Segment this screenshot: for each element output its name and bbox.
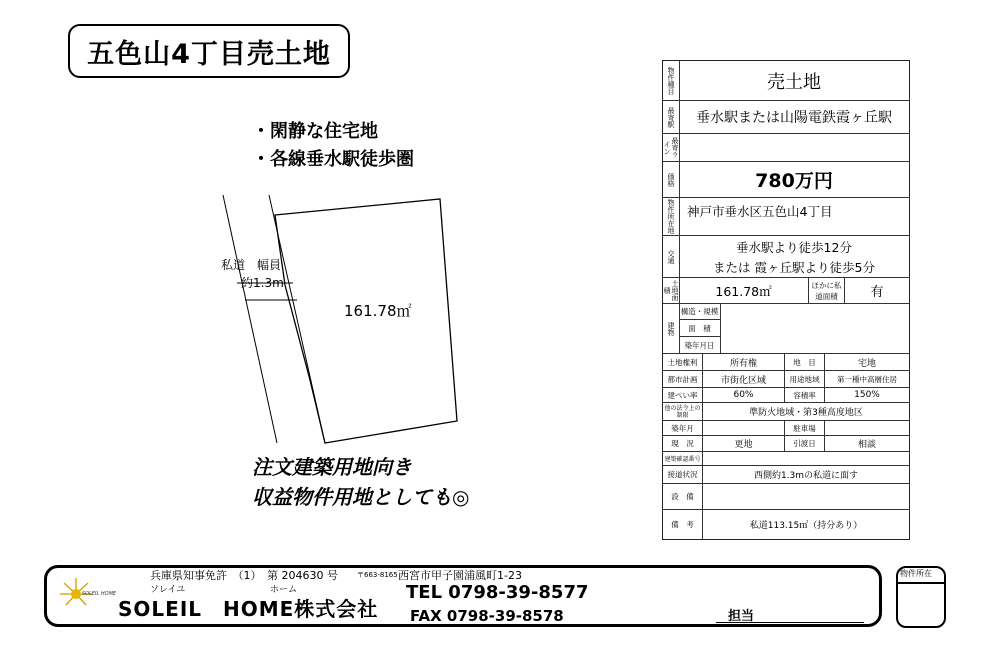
structure-label: 構造・規模: [679, 304, 721, 320]
land-category-label: 地 目: [785, 354, 825, 370]
row-built-parking: [663, 421, 909, 436]
facility-label: 設 備: [663, 484, 703, 509]
status-value: 更地: [703, 436, 785, 451]
route-label: 最寄ライン: [663, 134, 680, 161]
parking-label: 駐車場: [785, 421, 825, 435]
other-label: 他の法令上の制限: [663, 403, 703, 420]
feature-item: ・各線垂水駅徒歩圏: [252, 149, 414, 170]
company-reading-2: ホーム: [270, 585, 298, 595]
far-label: 容積率: [785, 388, 825, 402]
land-category-value: 宅地: [857, 358, 876, 369]
row-ratio: [663, 388, 909, 403]
station-label: 最寄駅: [663, 101, 680, 133]
row-station: [663, 101, 909, 134]
land-right-label: 土地権利: [663, 354, 703, 370]
row-location: [663, 198, 909, 236]
land-area-label: 土地面積: [663, 280, 679, 301]
building-label: 建物: [663, 304, 680, 353]
feature-item: ・閑静な住宅地: [252, 121, 378, 142]
other-value: 準防火地域・第3種高度地区: [749, 408, 863, 418]
transport-label: 交通: [663, 236, 680, 277]
row-land-right: [663, 354, 909, 371]
location-stamp-label: 物件所在: [900, 569, 932, 578]
status-label: 現 況: [663, 436, 703, 451]
zoning-label: 用途地域: [785, 371, 825, 387]
transport-line1: 垂水駅より徒歩12分: [736, 240, 852, 255]
handover-value: 相談: [857, 440, 876, 450]
station-value: 垂水駅または山陽電鉄霞ヶ丘駅: [696, 110, 892, 126]
confirm-label: 建築確認番号: [663, 452, 703, 465]
row-remarks: [663, 510, 909, 539]
row-land-area: [663, 278, 909, 304]
row-other: [663, 403, 909, 421]
company-tel: TEL 0798-39-8577: [406, 582, 589, 603]
private-road-value: 有: [870, 285, 884, 300]
license-text: 兵庫県知事免許 （1） 第 204630 号: [150, 569, 338, 582]
lot-outline: [275, 199, 457, 443]
staff-underline: [716, 622, 864, 623]
private-road-label: ほかに私道面積: [809, 278, 845, 303]
transport-line2: または 霞ヶ丘駅より徒歩5分: [713, 260, 875, 275]
price-label: 価格: [663, 162, 680, 197]
road-access-label: 接道状況: [663, 466, 703, 483]
row-city-plan: [663, 371, 909, 388]
location-value: 神戸市垂水区五色山4丁目: [687, 204, 833, 219]
feature-list: [252, 118, 414, 174]
page-title: 五色山4丁目売土地: [68, 24, 350, 78]
road-width: 約1.3m: [241, 276, 284, 290]
spec-sheet: [662, 60, 910, 540]
built-label: 築年月日: [679, 337, 721, 354]
road-edge-left: [223, 195, 277, 443]
company-name: SOLEIL HOME株式会社: [118, 597, 379, 621]
far-value: 150%: [854, 390, 880, 400]
zoning-value: 第一種中高層住居: [837, 374, 897, 384]
notes: [252, 452, 469, 512]
logo-text: SOLEIL HOME: [82, 591, 117, 597]
bcr-label: 建ぺい率: [663, 388, 703, 402]
bcr-value: 60%: [703, 388, 785, 402]
row-type: [663, 61, 909, 101]
remarks-label: 備 考: [663, 510, 703, 539]
type-value: 売土地: [767, 71, 821, 93]
lot-area: 161.78㎡: [344, 302, 412, 320]
city-plan-label: 都市計画: [663, 371, 703, 387]
postal-code: 〒663-8165: [357, 571, 398, 579]
remarks-value: 私道113.15㎡（持分あり）: [749, 521, 863, 531]
company-reading: ソレイユ: [150, 585, 186, 595]
land-area-value: 161.78㎡: [679, 278, 809, 303]
location-label: 物件所在地: [663, 198, 680, 235]
row-price: [663, 162, 909, 198]
staff-label: 担当: [728, 609, 755, 624]
city-plan-value: 市街化区域: [703, 371, 785, 387]
type-label: 物件種目: [663, 61, 680, 100]
company-address: 西宮市甲子園浦風町1-23: [398, 569, 522, 582]
row-road: [663, 466, 909, 484]
row-status: [663, 436, 909, 452]
stamp-divider: [898, 582, 944, 584]
note-line: 注文建築用地向き: [252, 455, 412, 479]
built-year-label: 築年月: [663, 421, 703, 435]
built-year-value: [703, 421, 785, 435]
floor-area-label: 面 積: [679, 320, 721, 337]
road-label: 私道 幅員: [221, 258, 282, 272]
handover-label: 引渡日: [785, 436, 825, 451]
price-value: 780万円: [755, 170, 833, 192]
road-access-value: 西側約1.3mの私道に面す: [753, 471, 859, 481]
row-transport: [663, 236, 909, 278]
land-right-value: 所有権: [703, 354, 785, 370]
company-fax: FAX 0798-39-8578: [410, 607, 564, 625]
row-building: [663, 304, 909, 354]
row-confirm: [663, 452, 909, 466]
note-line: 収益物件用地としても◎: [252, 485, 470, 509]
row-route: [663, 134, 909, 162]
row-facility: [663, 484, 909, 510]
